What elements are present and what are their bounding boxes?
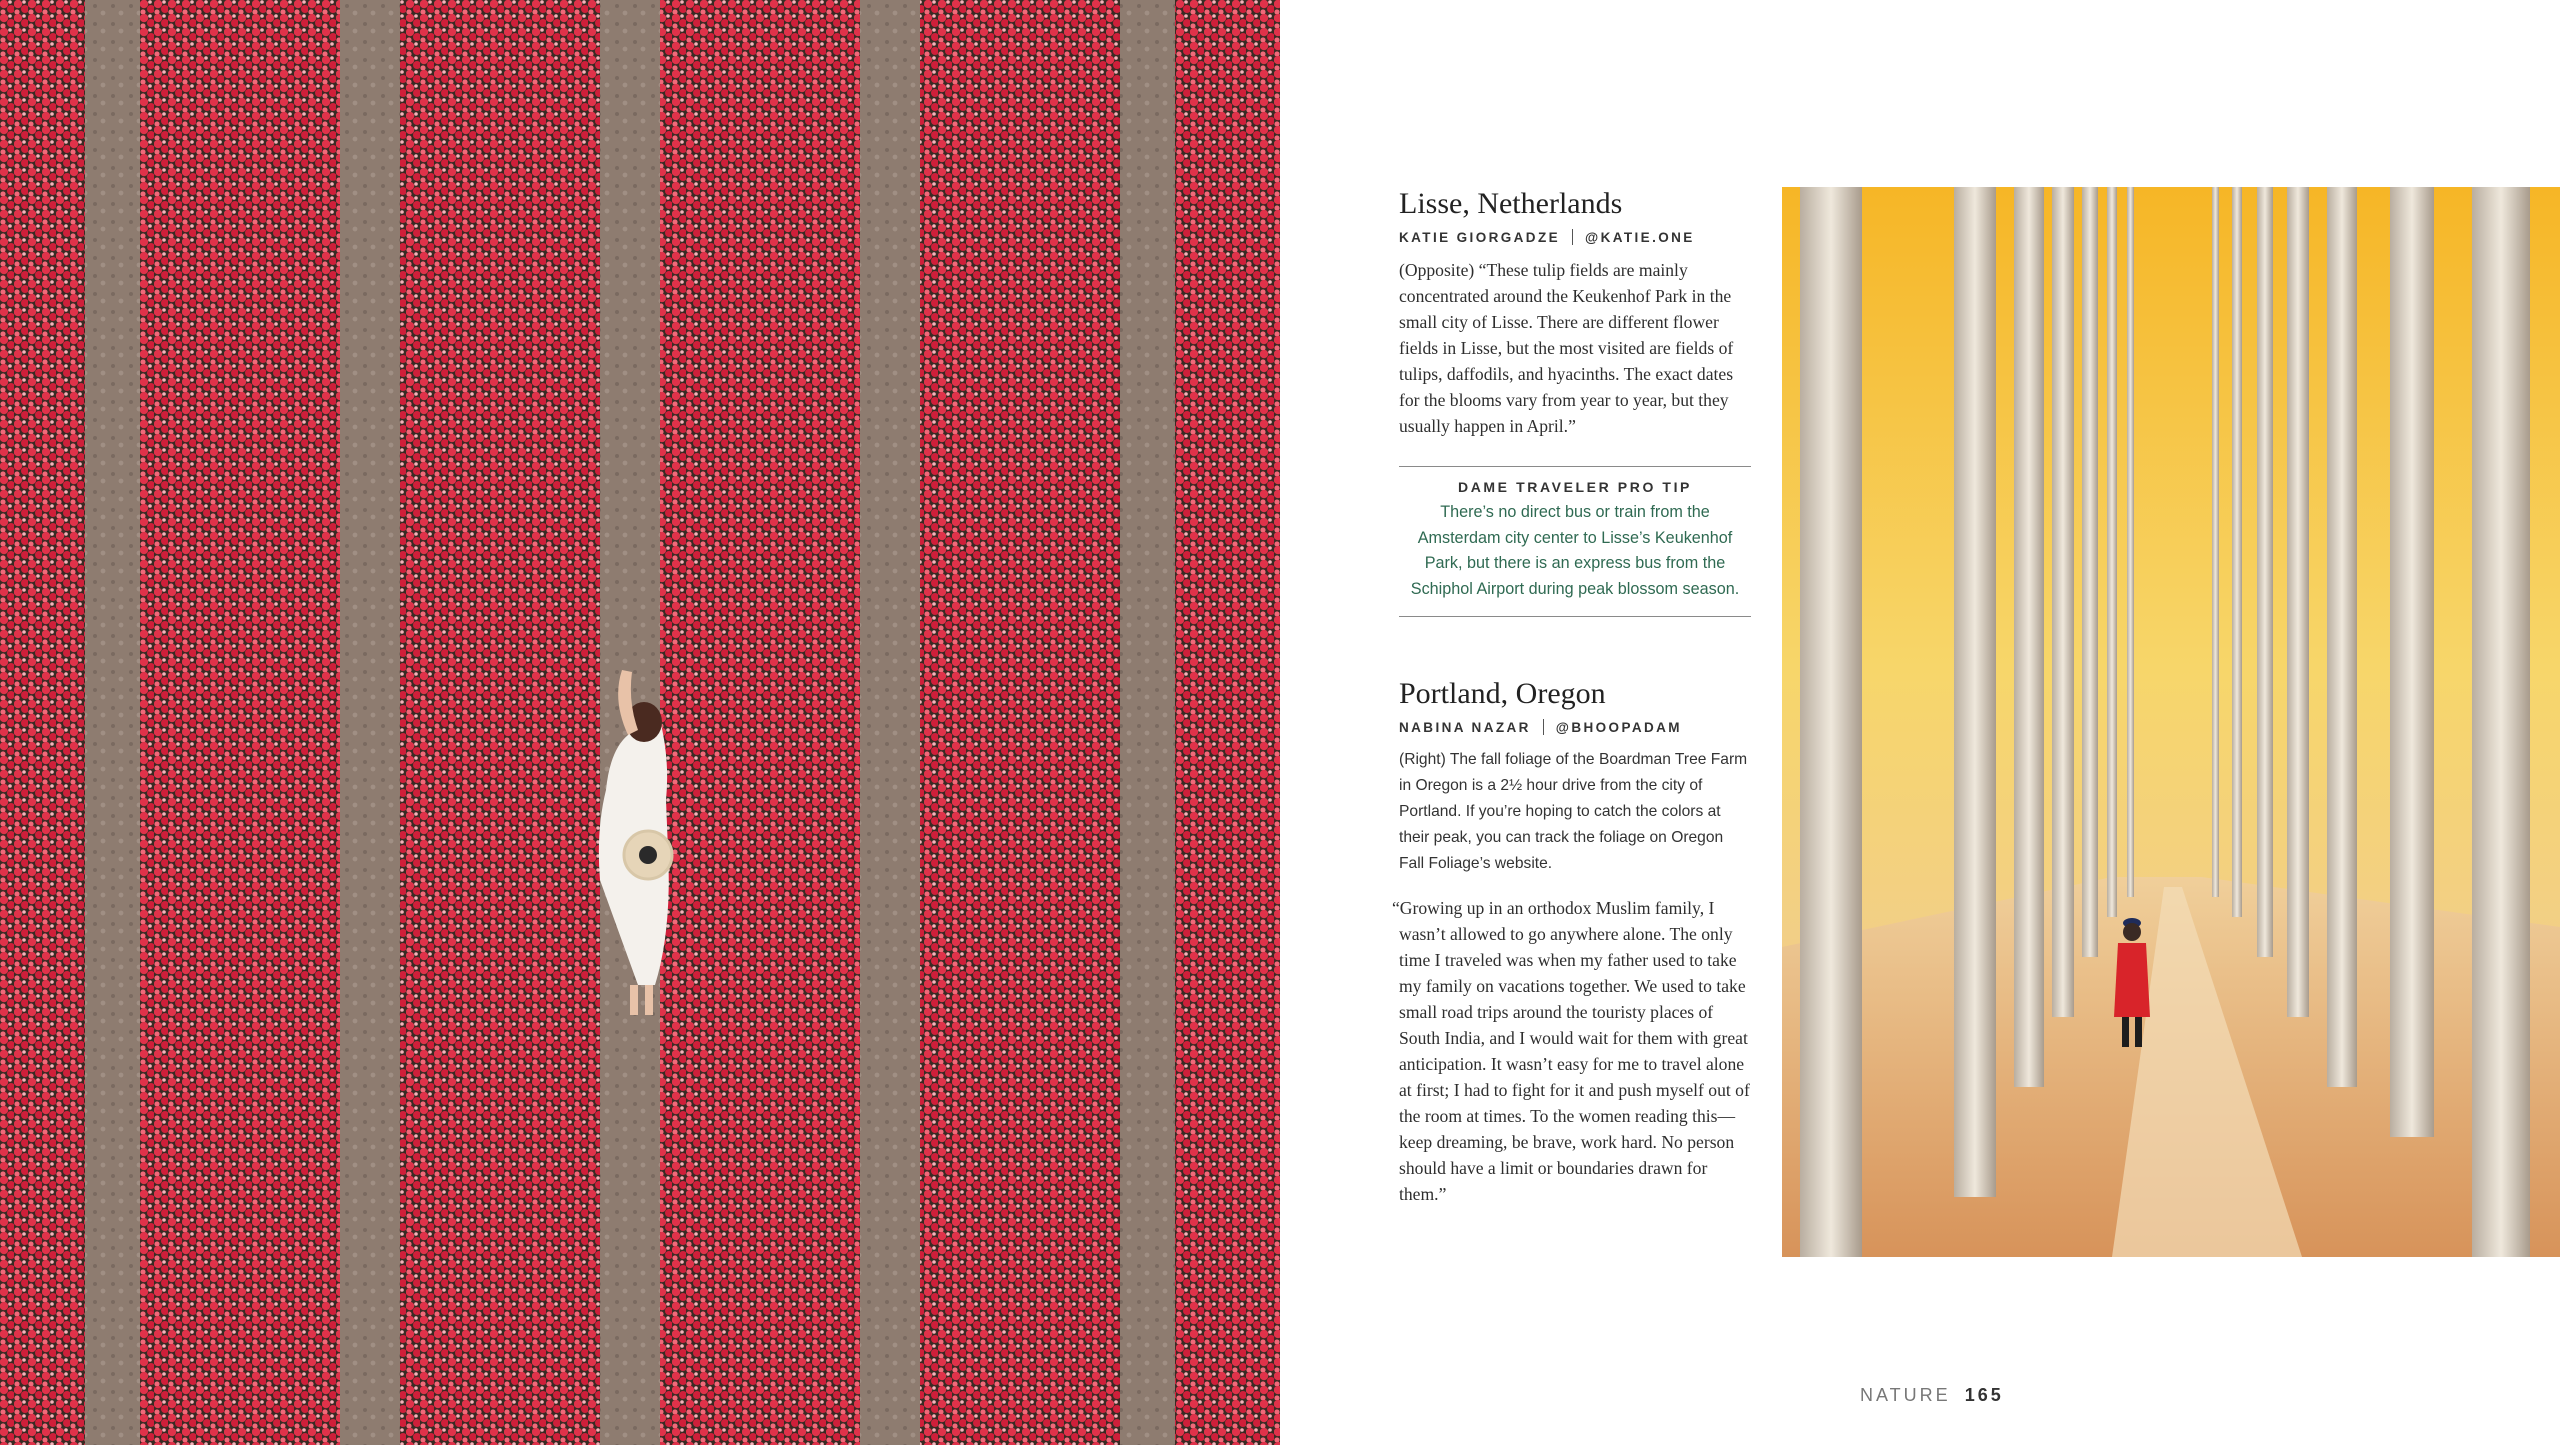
photo-credit: [1399, 229, 1751, 245]
photographer-handle: @BHOOPADAM: [1555, 719, 1682, 735]
photographer-handle: @KATIE.ONE: [1585, 229, 1695, 245]
caption-lisse: (Opposite) “These tulip fields are mainly concentrated around the Keukenhof Park in the small city of Lisse. There are different flower fields in Lisse, but the most visited are fields of tulips, daffodils, and hyacinths. The exact dates for the blooms vary from year to year, but they usually happen in April.”: [1399, 260, 1734, 436]
photographer-name: KATIE GIORGADZE: [1399, 229, 1561, 245]
article-text-column: [1392, 185, 1751, 1207]
photo-credit: [1399, 719, 1751, 735]
pro-tip-box: [1399, 466, 1751, 617]
location-title-portland: Portland, Oregon: [1399, 677, 1606, 710]
photographer-name: NABINA NAZAR: [1399, 719, 1531, 735]
credit-divider: [1572, 229, 1573, 245]
pro-tip-heading: DAME TRAVELER PRO TIP: [1457, 479, 1693, 495]
traveler-quote: “Growing up in an orthodox Muslim family, I wasn’t allowed to go anywhere alone. The only time I traveled was when my father used to take my family on vacations together. We used to take small road trips around the touristy places of South India, and I would wait for them with great anticipation. It wasn’t easy for me to travel alone at first; I had to fight for it and push myself out of the room at times. To the women reading this—keep dreaming, be brave, work hard. No person should have a limit or boundaries drawn for them.”: [1392, 898, 1750, 1204]
poplar-forest-photo: [1782, 187, 2560, 1257]
folio-section: NATURE: [1860, 1385, 1951, 1405]
credit-divider: [1543, 719, 1544, 735]
page-folio: [1860, 1385, 2004, 1406]
page-number: 165: [1964, 1385, 2004, 1405]
caption-portland: (Right) The fall foliage of the Boardman Tree Farm in Oregon is a 2½ hour drive from the city of Portland. If you’re hoping to catch the colors at their peak, you can track the foliage on Oregon Fall Foliage’s website.: [1399, 751, 1748, 872]
section-portland: [1392, 675, 1751, 1207]
pro-tip-text: There’s no direct bus or train from the Amsterdam city center to Lisse’s Keukenhof Park, but there is an express bus from the Schiphol Airport during peak blossom season.: [1410, 503, 1740, 598]
location-title-lisse: Lisse, Netherlands: [1399, 187, 1623, 220]
